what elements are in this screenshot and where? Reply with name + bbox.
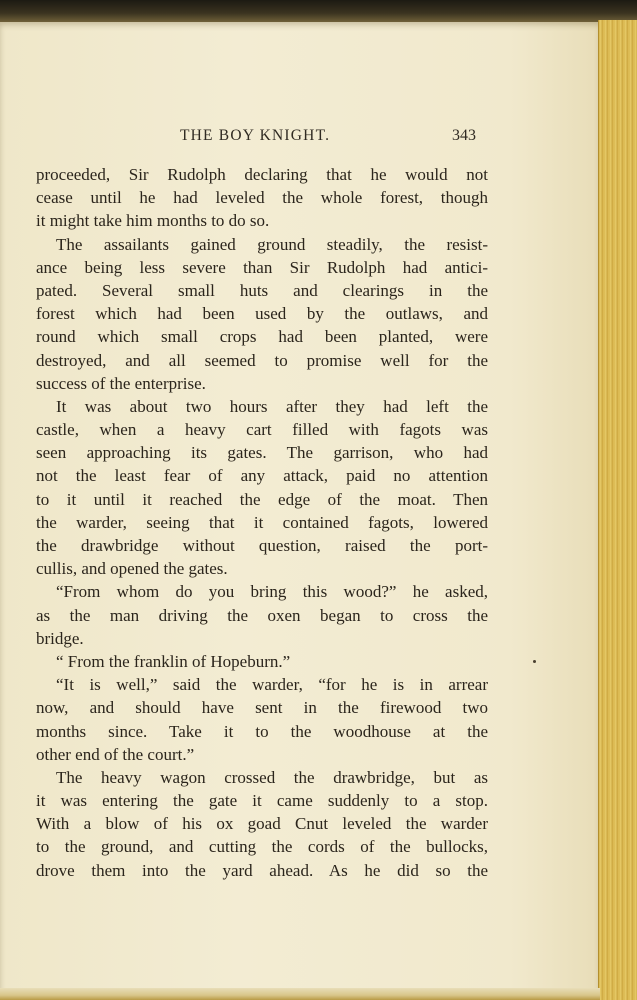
text-line: The assailants gained ground steadily, the resist- xyxy=(56,234,488,254)
running-head xyxy=(0,127,600,151)
text-line: the warder, seeing that it contained fagots, lowered xyxy=(36,512,488,532)
text-line: forest which had been used by the outlaws, and xyxy=(36,304,488,324)
text-line: round which small crops had been planted, were xyxy=(36,327,488,347)
stray-ink-mark xyxy=(533,660,536,663)
text-line: destroyed, and all seemed to promise well for the xyxy=(36,350,488,370)
text-line: With a blow of his ox goad Cnut leveled the warder xyxy=(36,814,488,834)
body-text xyxy=(36,163,488,882)
text-line: to the ground, and cutting the cords of the bullocks, xyxy=(36,837,488,857)
text-line: cease until he had leveled the whole forest, though xyxy=(36,188,488,208)
text-line: castle, when a heavy cart filled with fagots was xyxy=(36,420,488,440)
text-line: as the man driving the oxen began to cross the xyxy=(36,605,488,625)
text-line: “From whom do you bring this wood?” he asked, xyxy=(56,582,488,602)
page-bottom-edge xyxy=(0,988,600,1000)
text-line: pated. Several small huts and clearings in the xyxy=(36,280,488,300)
page-number: 343 xyxy=(452,127,476,144)
text-line: “It is well,” said the warder, “for he is in arrear xyxy=(56,675,488,695)
text-line: it might take him months to do so. xyxy=(36,211,270,231)
text-line: “ From the franklin of Hopeburn.” xyxy=(56,651,291,671)
text-line: to it until it reached the edge of the moat. Then xyxy=(36,489,488,509)
book-top-edge xyxy=(0,0,637,24)
text-line: ance being less severe than Sir Rudolph had antici- xyxy=(36,257,488,277)
text-line: It was about two hours after they had left the xyxy=(56,396,488,416)
text-line: proceeded, Sir Rudolph declaring that he would not xyxy=(36,165,488,184)
text-line: drove them into the yard ahead. As he did so the xyxy=(36,860,488,880)
text-line: it was entering the gate it came suddenly to a stop. xyxy=(36,791,488,811)
text-line: success of the enterprise. xyxy=(36,373,206,393)
text-line: now, and should have sent in the firewood two xyxy=(36,698,488,718)
text-line: The heavy wagon crossed the drawbridge, but as xyxy=(56,767,488,787)
text-line: other end of the court.” xyxy=(36,744,195,764)
text-line: bridge. xyxy=(36,628,84,648)
running-head-title: THE BOY KNIGHT. xyxy=(180,127,331,144)
text-line: the drawbridge without question, raised the port- xyxy=(36,536,488,555)
page-gilt-edges xyxy=(598,20,637,1000)
text-line: cullis, and opened the gates. xyxy=(36,559,228,579)
text-line: seen approaching its gates. The garrison, who had xyxy=(36,443,488,463)
text-line: not the least fear of any attack, paid no attention xyxy=(36,466,488,486)
text-line: months since. Take it to the woodhouse at the xyxy=(36,721,488,741)
